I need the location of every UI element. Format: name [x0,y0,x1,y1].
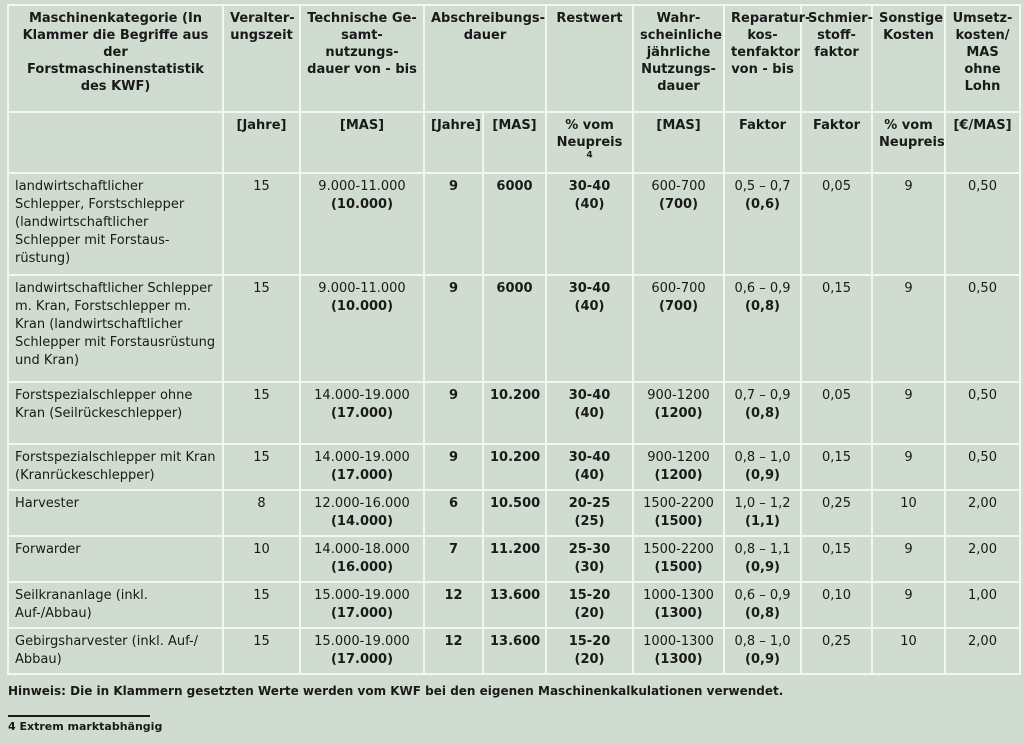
reparatur-range: 0,8 – 1,0 [734,450,791,465]
cell-jaehrlich [633,490,724,536]
sonstige-value: 9 [904,281,913,296]
cell-schmierstoff [801,536,872,582]
jaehrlich-value: (1200) [654,468,703,483]
header-abschreibung: Abschreibungs-dauer [424,5,546,112]
cell-nutzungsdauer [300,444,424,490]
umsetz-value: 0,50 [968,179,997,194]
cell-veralterung [223,536,300,582]
sonstige-value: 10 [900,634,917,649]
restwert-range: 15-20 [568,588,611,603]
reparatur-range: 0,6 – 0,9 [734,281,791,296]
cell-jaehrlich [633,628,724,674]
cell-abschreibung-jahre [424,275,483,382]
machine-name: landwirtschaftlicher Schlepper m. Kran, Forstschlepper m. Kran (landwirtschaftlicher Schlepper mit Forstausrüstung und Kran) [15,281,216,368]
table-row [8,382,1020,444]
nutzung-value: (10.000) [330,197,394,212]
nutzung-range: 15.000-19.000 [314,634,410,649]
restwert-range: 30-40 [568,281,611,296]
unit-empty [8,112,223,173]
restwert-range: 30-40 [568,179,611,194]
nutzung-range: 9.000-11.000 [318,281,406,296]
cell-abschreibung-mas [483,628,546,674]
table-row [8,275,1020,382]
abschr-mas-value: 13.600 [490,634,541,649]
header-jaehrlich: Wahr-scheinliche jährliche Nutzungs-dauer [633,5,724,112]
nutzung-range: 15.000-19.000 [314,588,410,603]
cell-abschreibung-jahre [424,536,483,582]
veralterung-value: 10 [253,542,270,557]
nutzung-value: (17.000) [330,468,394,483]
nutzung-value: (17.000) [330,606,394,621]
nutzung-range: 12.000-16.000 [314,496,410,511]
nutzung-range: 9.000-11.000 [318,179,406,194]
unit-restwert-text: % vom Neupreis [556,118,623,150]
umsetz-value: 0,50 [968,388,997,403]
nutzung-value: (17.000) [330,652,394,667]
cell-abschreibung-mas [483,173,546,275]
table-row [8,444,1020,490]
cell-kategorie [8,444,223,490]
reparatur-value: (0,6) [745,197,780,212]
jaehrlich-range: 1500-2200 [643,542,714,557]
unit-nutzungsdauer: [MAS] [300,112,424,173]
cell-abschreibung-mas [483,536,546,582]
cell-restwert [546,173,633,275]
umsetz-value: 0,50 [968,281,997,296]
cell-sonstige [872,628,945,674]
machine-name: Harvester [15,496,79,511]
cell-nutzungsdauer [300,536,424,582]
cell-veralterung [223,628,300,674]
cell-nutzungsdauer [300,582,424,628]
cell-reparatur [724,536,801,582]
cell-kategorie [8,536,223,582]
cell-abschreibung-jahre [424,173,483,275]
abschr-mas-value: 13.600 [490,588,541,603]
header-kategorie: Maschinenkategorie (In Klammer die Begriffe aus der Forstmaschinenstatistik des KWF) [8,5,223,112]
cell-kategorie [8,382,223,444]
cell-veralterung [223,444,300,490]
umsetz-value: 2,00 [968,542,997,557]
header-sonstige: Sonstige Kosten [872,5,945,112]
sonstige-value: 10 [900,496,917,511]
jaehrlich-value: (1200) [654,406,703,421]
cell-jaehrlich [633,444,724,490]
cell-nutzungsdauer [300,382,424,444]
cell-abschreibung-jahre [424,382,483,444]
table-row [8,628,1020,674]
cell-veralterung [223,490,300,536]
header-veralterung: Veralter-ungszeit [223,5,300,112]
nutzung-value: (17.000) [330,406,394,421]
veralterung-value: 15 [253,179,270,194]
hinweis-note: Hinweis: Die in Klammern gesetzten Werte werden vom KWF bei den eigenen Maschinenkalkulationen verwendet. [8,684,784,698]
cell-kategorie [8,173,223,275]
cell-nutzungsdauer [300,275,424,382]
machine-name: Forstspezialschlepper ohne Kran (Seilrückeschlepper) [15,388,193,421]
cell-schmierstoff [801,490,872,536]
cell-jaehrlich [633,536,724,582]
table-row [8,490,1020,536]
cell-kategorie [8,490,223,536]
reparatur-range: 0,8 – 1,1 [734,542,791,557]
footnote: 4 Extrem marktabhängig [8,720,163,733]
cell-abschreibung-mas [483,382,546,444]
restwert-value: (40) [574,299,605,314]
restwert-value: (30) [574,560,605,575]
cell-restwert [546,490,633,536]
cell-abschreibung-jahre [424,444,483,490]
cell-reparatur [724,628,801,674]
sonstige-value: 9 [904,450,913,465]
unit-reparatur: Faktor [724,112,801,173]
cell-jaehrlich [633,582,724,628]
cell-kategorie [8,275,223,382]
cell-sonstige [872,382,945,444]
cell-reparatur [724,382,801,444]
cell-umsetz [945,582,1020,628]
cell-kategorie [8,582,223,628]
schmierstoff-value: 0,25 [822,634,851,649]
abschr-mas-value: 6000 [496,179,533,194]
nutzung-value: (14.000) [330,514,394,529]
cell-schmierstoff [801,628,872,674]
cell-sonstige [872,444,945,490]
veralterung-value: 15 [253,388,270,403]
abschr-jahre-value: 7 [448,542,459,557]
cell-reparatur [724,275,801,382]
unit-row [8,112,1020,173]
cell-umsetz [945,444,1020,490]
cell-umsetz [945,490,1020,536]
restwert-value: (40) [574,197,605,212]
abschr-mas-value: 10.500 [490,496,541,511]
machine-cost-table [7,4,1021,675]
sonstige-value: 9 [904,542,913,557]
reparatur-range: 0,7 – 0,9 [734,388,791,403]
sonstige-value: 9 [904,588,913,603]
reparatur-range: 1,0 – 1,2 [734,496,791,511]
cell-veralterung [223,582,300,628]
reparatur-value: (0,8) [745,406,780,421]
cell-jaehrlich [633,173,724,275]
cell-nutzungsdauer [300,628,424,674]
sonstige-value: 9 [904,388,913,403]
cell-sonstige [872,173,945,275]
reparatur-range: 0,6 – 0,9 [734,588,791,603]
abschr-jahre-value: 6 [448,496,459,511]
table-row [8,536,1020,582]
cell-schmierstoff [801,582,872,628]
abschr-jahre-value: 9 [448,388,459,403]
cell-veralterung [223,382,300,444]
header-schmierstoff: Schmier-stoff-faktor [801,5,872,112]
cell-restwert [546,382,633,444]
cell-nutzungsdauer [300,173,424,275]
cell-schmierstoff [801,444,872,490]
nutzung-range: 14.000-19.000 [314,388,410,403]
cell-restwert [546,444,633,490]
machine-name: Forstspezialschlepper mit Kran (Kranrückeschlepper) [15,450,216,483]
restwert-value: (20) [574,606,605,621]
jaehrlich-value: (1500) [654,560,703,575]
jaehrlich-range: 1000-1300 [643,634,714,649]
header-restwert: Restwert [546,5,633,112]
cell-abschreibung-jahre [424,628,483,674]
nutzung-range: 14.000-19.000 [314,450,410,465]
jaehrlich-range: 1500-2200 [643,496,714,511]
cell-umsetz [945,382,1020,444]
abschr-mas-value: 10.200 [490,450,541,465]
cell-reparatur [724,582,801,628]
cell-abschreibung-jahre [424,582,483,628]
restwert-value: (40) [574,406,605,421]
sonstige-value: 9 [904,179,913,194]
cell-umsetz [945,173,1020,275]
header-umsetz: Umsetz-kosten/ MAS ohne Lohn [945,5,1020,112]
veralterung-value: 15 [253,634,270,649]
reparatur-value: (0,9) [745,560,780,575]
jaehrlich-range: 900-1200 [647,388,710,403]
schmierstoff-value: 0,15 [822,281,851,296]
cell-sonstige [872,275,945,382]
unit-schmierstoff: Faktor [801,112,872,173]
abschr-mas-value: 6000 [496,281,533,296]
unit-abschreibung-mas: [MAS] [483,112,546,173]
cell-abschreibung-jahre [424,490,483,536]
jaehrlich-range: 900-1200 [647,450,710,465]
cell-restwert [546,275,633,382]
abschr-mas-value: 10.200 [490,388,541,403]
cell-reparatur [724,490,801,536]
restwert-range: 30-40 [568,388,611,403]
jaehrlich-value: (1500) [654,514,703,529]
cell-schmierstoff [801,382,872,444]
veralterung-value: 15 [253,588,270,603]
cell-reparatur [724,173,801,275]
cell-umsetz [945,275,1020,382]
jaehrlich-value: (1300) [654,606,703,621]
cell-veralterung [223,275,300,382]
reparatur-range: 0,8 – 1,0 [734,634,791,649]
restwert-value: (25) [574,514,605,529]
cell-umsetz [945,536,1020,582]
cell-sonstige [872,536,945,582]
header-reparatur: Reparatur-kos-tenfaktor von - bis [724,5,801,112]
nutzung-value: (16.000) [330,560,394,575]
cell-schmierstoff [801,173,872,275]
machine-name: Forwarder [15,542,81,557]
cell-restwert [546,628,633,674]
unit-sonstige: % vom Neupreis [872,112,945,173]
reparatur-value: (1,1) [745,514,780,529]
veralterung-value: 15 [253,450,270,465]
restwert-range: 30-40 [568,450,611,465]
unit-abschreibung-jahre: [Jahre] [424,112,483,173]
machine-name: landwirtschaftlicher Schlepper, Forstschlepper (landwirtschaftlicher Schlepper mit Forstaus-rüstung) [15,179,185,266]
veralterung-value: 15 [253,281,270,296]
veralterung-value: 8 [257,496,266,511]
nutzung-value: (10.000) [330,299,394,314]
cell-jaehrlich [633,382,724,444]
jaehrlich-value: (1300) [654,652,703,667]
reparatur-value: (0,8) [745,606,780,621]
cell-restwert [546,582,633,628]
restwert-value: (20) [574,652,605,667]
jaehrlich-value: (700) [659,299,699,314]
jaehrlich-range: 600-700 [651,179,706,194]
cell-veralterung [223,173,300,275]
umsetz-value: 2,00 [968,496,997,511]
machine-name: Seilkrananlage (inkl. Auf-/Abbau) [15,588,148,621]
reparatur-value: (0,9) [745,468,780,483]
schmierstoff-value: 0,05 [822,388,851,403]
schmierstoff-value: 0,05 [822,179,851,194]
abschr-jahre-value: 9 [448,179,459,194]
unit-veralterung: [Jahre] [223,112,300,173]
header-row [8,5,1020,112]
schmierstoff-value: 0,25 [822,496,851,511]
cell-abschreibung-mas [483,582,546,628]
abschr-mas-value: 11.200 [490,542,541,557]
header-nutzungsdauer: Technische Ge-samt-nutzungs-dauer von - bis [300,5,424,112]
cell-umsetz [945,628,1020,674]
schmierstoff-value: 0,15 [822,450,851,465]
restwert-range: 20-25 [568,496,611,511]
machine-name: Gebirgsharvester (inkl. Auf-/ Abbau) [15,634,199,667]
unit-jaehrlich: [MAS] [633,112,724,173]
cell-jaehrlich [633,275,724,382]
cell-abschreibung-mas [483,490,546,536]
footnote-marker: 4 [586,150,593,161]
cell-nutzungsdauer [300,490,424,536]
cell-abschreibung-mas [483,444,546,490]
table-row [8,582,1020,628]
jaehrlich-value: (700) [659,197,699,212]
schmierstoff-value: 0,15 [822,542,851,557]
abschr-jahre-value: 12 [444,588,463,603]
restwert-value: (40) [574,468,605,483]
cell-abschreibung-mas [483,275,546,382]
cell-sonstige [872,582,945,628]
restwert-range: 15-20 [568,634,611,649]
reparatur-value: (0,9) [745,652,780,667]
schmierstoff-value: 0,10 [822,588,851,603]
cell-kategorie [8,628,223,674]
jaehrlich-range: 600-700 [651,281,706,296]
reparatur-range: 0,5 – 0,7 [734,179,791,194]
cell-restwert [546,536,633,582]
reparatur-value: (0,8) [745,299,780,314]
umsetz-value: 2,00 [968,634,997,649]
restwert-range: 25-30 [568,542,611,557]
cell-schmierstoff [801,275,872,382]
abschr-jahre-value: 9 [448,281,459,296]
abschr-jahre-value: 12 [444,634,463,649]
umsetz-value: 1,00 [968,588,997,603]
umsetz-value: 0,50 [968,450,997,465]
footnote-divider [8,715,150,717]
unit-umsetz: [€/MAS] [945,112,1020,173]
unit-restwert [546,112,633,173]
table-row [8,173,1020,275]
jaehrlich-range: 1000-1300 [643,588,714,603]
cell-reparatur [724,444,801,490]
abschr-jahre-value: 9 [448,450,459,465]
cell-sonstige [872,490,945,536]
nutzung-range: 14.000-18.000 [314,542,410,557]
